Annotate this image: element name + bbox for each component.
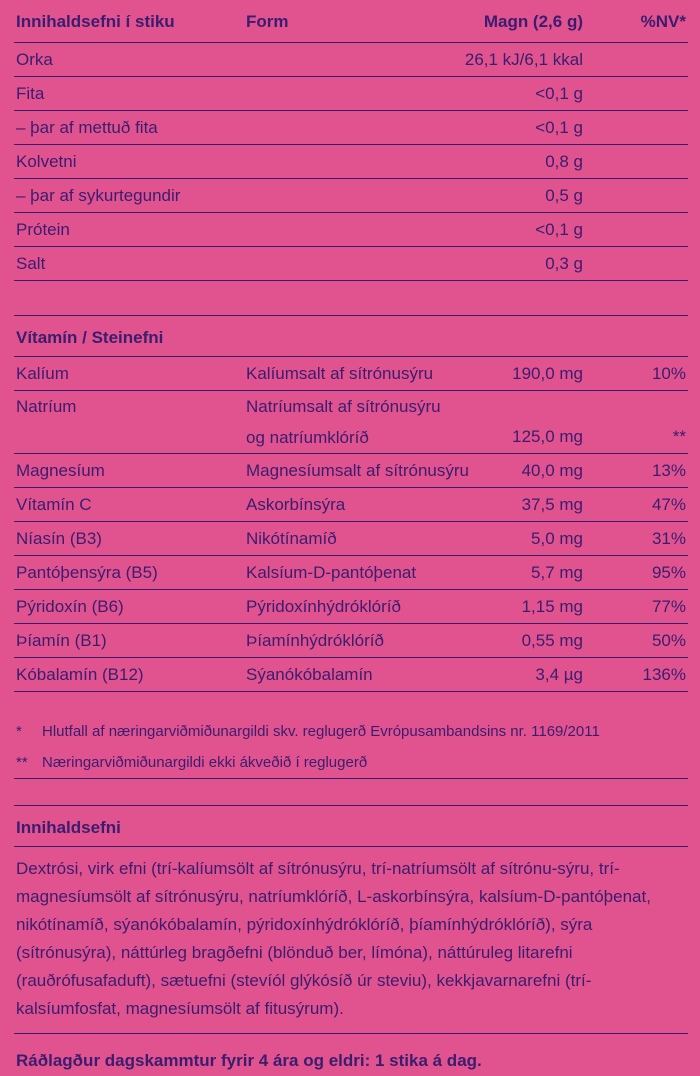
footnote <box>14 747 688 779</box>
nutrient-qty: <0,1 g <box>535 220 583 239</box>
table-row <box>14 658 688 692</box>
table-row <box>14 145 688 179</box>
vitamin-form: Kalsíum-D-pantóþenat <box>246 563 417 582</box>
table-row <box>14 522 688 556</box>
table-row <box>14 556 688 590</box>
vitamin-nv: 136% <box>642 665 686 684</box>
footnote-mark: * <box>16 723 22 740</box>
nutrient-name: Fita <box>16 84 45 103</box>
vitamin-name: Pantóþensýra (B5) <box>16 563 158 582</box>
nutrition-table <box>14 43 688 281</box>
vitamin-name: Natríum <box>16 397 77 416</box>
nutrient-qty: 0,5 g <box>545 186 583 205</box>
vitamin-nv: 10% <box>651 364 686 383</box>
vitamin-nv: 95% <box>651 563 686 582</box>
header-nutrient: Innihaldsefni í stiku <box>16 12 175 31</box>
table-row <box>14 391 688 454</box>
nutrient-name: Orka <box>16 50 53 69</box>
table-row <box>14 590 688 624</box>
nutrient-qty: 26,1 kJ/6,1 kkal <box>464 50 583 69</box>
vitamin-qty: 37,5 mg <box>521 495 583 514</box>
vitamin-qty: 40,0 mg <box>521 461 583 480</box>
nutrient-name: – þar af sykurtegundir <box>16 186 181 205</box>
vitamin-nv: 77% <box>651 597 686 616</box>
vitamin-qty: 1,15 mg <box>521 597 583 616</box>
vitamin-nv: ** <box>672 427 686 446</box>
table-row <box>14 179 688 213</box>
nutrient-qty: <0,1 g <box>535 118 583 137</box>
footnote-text: Hlutfall af næringarviðmiðunargildi skv. reglugerð Evrópusambandsins nr. 1169/2011 <box>42 723 600 740</box>
vitamin-form: Pýridoxínhýdróklóríð <box>246 597 401 616</box>
nutrient-qty: 0,3 g <box>545 254 583 273</box>
vitamin-form-line2: og natríumklóríð <box>246 428 369 447</box>
vitamin-form: Askorbínsýra <box>246 495 346 514</box>
vitamins-table <box>14 357 688 692</box>
vitamin-qty: 3,4 µg <box>535 665 583 684</box>
vitamin-form-line1: Natríumsalt af sítrónusýru <box>246 397 441 416</box>
nutrient-qty: 0,8 g <box>545 152 583 171</box>
vitamin-name: Kóbalamín (B12) <box>16 665 144 684</box>
vitamin-form: Magnesíumsalt af sítrónusýru <box>246 461 469 480</box>
vitamin-name: Magnesíum <box>16 461 105 480</box>
spacer <box>14 281 688 316</box>
vitamin-name: Þíamín (B1) <box>16 631 107 650</box>
vitamin-nv: 13% <box>651 461 686 480</box>
vitamin-qty: 5,0 mg <box>531 529 583 548</box>
vitamin-form: Nikótínamíð <box>246 529 337 548</box>
footnote-mark: ** <box>16 754 28 771</box>
ingredients-title: Innihaldsefni <box>14 806 688 847</box>
daily-dose-advice: Ráðlagður dagskammtur fyrir 4 ára og eldri: 1 stika á dag. <box>16 1051 482 1070</box>
nutrient-name: Prótein <box>16 220 70 239</box>
footnote <box>14 716 688 747</box>
table-row <box>14 77 688 111</box>
footnote-text: Næringarviðmiðunargildi ekki ákveðið í reglugerð <box>42 754 368 771</box>
vitamin-form <box>246 391 441 453</box>
table-row <box>14 454 688 488</box>
vitamin-form: Sýanókóbalamín <box>246 665 373 684</box>
header-nv: %NV* <box>640 12 686 31</box>
vitamin-nv: 50% <box>651 631 686 650</box>
vitamin-nv: 47% <box>651 495 686 514</box>
vitamin-name: Kalíum <box>16 364 69 383</box>
vitamin-nv: 31% <box>651 529 686 548</box>
nutrient-name: Salt <box>16 254 46 273</box>
nutrient-qty: <0,1 g <box>535 84 583 103</box>
ingredients-text: Dextrósi, virk efni (trí-kalíumsölt af sítrónusýru, trí-natríumsölt af sítrónu-sýru, trí-magnesíumsölt af sítrónusýru, natríumklóríð, L-askorbínsýra, kalsíum-D-pantóþenat, nikótínamíð, sýanókóbalamín, pýridoxínhýdróklóríð, þíamínhýdróklóríð), sýra (sítrónusýra), náttúrleg bragðefni (blönduð ber, límóna), náttúruleg litarefni (rauðrófusafaduft), sætuefni (stevíól glýkósíð úr steviu), kekkjavarnarefni (trí-kalsíumfosfat, magnesíumsölt af fitusýrum). <box>14 847 688 1034</box>
spacer <box>14 692 688 716</box>
table-header <box>14 0 688 43</box>
table-row <box>14 247 688 281</box>
table-row <box>14 111 688 145</box>
vitamin-form: Þíamínhýdróklóríð <box>246 631 384 650</box>
vitamin-name: Pýridoxín (B6) <box>16 597 124 616</box>
spacer <box>14 779 688 806</box>
vitamin-name: Níasín (B3) <box>16 529 102 548</box>
table-row <box>14 213 688 247</box>
vitamin-qty: 5,7 mg <box>531 563 583 582</box>
vitamin-qty: 125,0 mg <box>512 427 583 446</box>
vitamin-form: Kalíumsalt af sítrónusýru <box>246 364 434 383</box>
table-row <box>14 624 688 658</box>
nutrient-name: – þar af mettuð fita <box>16 118 158 137</box>
header-form: Form <box>246 12 289 31</box>
vitamins-title: Vítamín / Steinefni <box>14 316 688 357</box>
header-quantity: Magn (2,6 g) <box>483 12 583 31</box>
table-row <box>14 357 688 391</box>
vitamin-qty: 0,55 mg <box>521 631 583 650</box>
table-row <box>14 43 688 77</box>
nutrient-name: Kolvetni <box>16 152 77 171</box>
vitamin-qty: 190,0 mg <box>512 364 583 383</box>
vitamin-name: Vítamín C <box>16 495 92 514</box>
table-row <box>14 488 688 522</box>
